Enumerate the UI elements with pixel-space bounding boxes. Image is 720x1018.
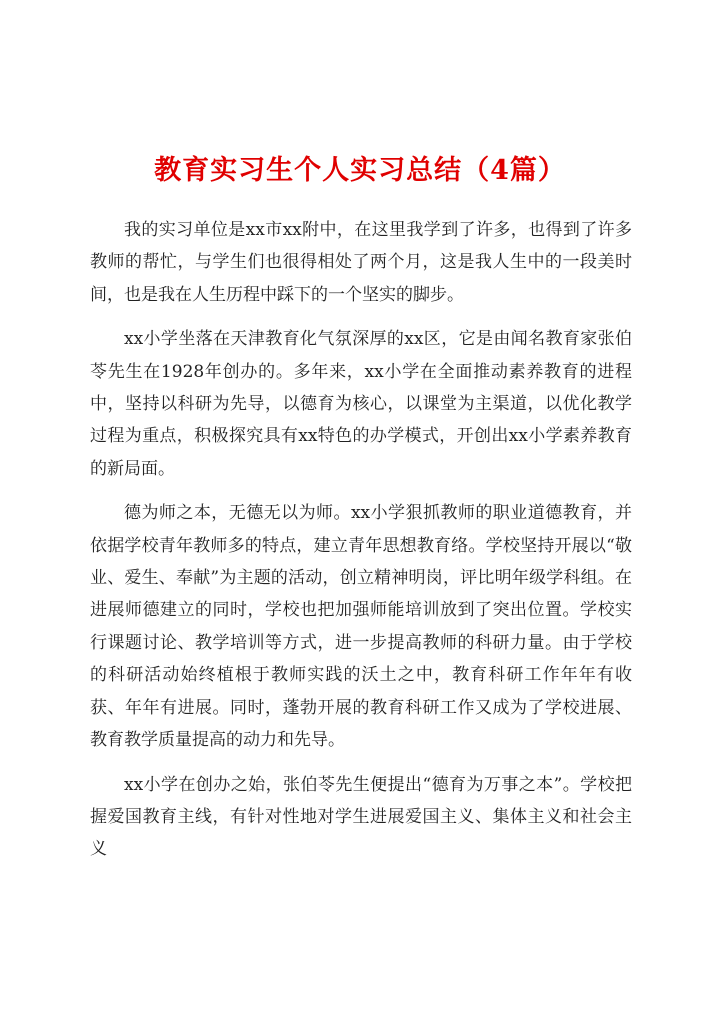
paragraph-2: xx小学坐落在天津教育化气氛深厚的xx区，它是由闻名教育家张伯苓先生在1928年创办的。多年来，xx小学在全面推动素养教育的进程中，坚持以科研为先导，以德育为核心，以课堂为主渠道，以优化教学过程为重点，积极探究具有xx特色的办学模式，开创出xx小学素养教育的新局面。 (90, 329, 632, 479)
paragraph-3: 德为师之本，无德无以为师。xx小学狠抓教师的职业道德教育，并依据学校青年教师多的特点，建立青年思想教育络。学校坚持开展以“敬业、爱生、奉献”为主题的活动，创立精神明岗，评比明年级学科组。在进展师德建立的同时，学校也把加强师能培训放到了突出位置。学校实行课题讨论、教学培训等方式，进一步提高教师的科研力量。由于学校的科研活动始终植根于教师实践的沃土之中，教育科研工作年年有收获、年年有进展。同时，蓬勃开展的教育科研工作又成为了学校进展、教育教学质量提高的动力和先导。 (90, 503, 632, 751)
paragraph-4: xx小学在创办之始，张伯苓先生便提出“德育为万事之本”。学校把握爱国教育主线，有针对性地对学生进展爱国主义、集体主义和社会主义 (90, 774, 632, 860)
document-body (90, 214, 632, 878)
document-title: 教育实习生个人实习总结（4篇） (154, 155, 566, 186)
paragraph-1: 我的实习单位是xx市xx附中，在这里我学到了许多，也得到了许多教师的帮忙，与学生们也很得相处了两个月，这是我人生中的一段美时间，也是我在人生历程中踩下的一个坚实的脚步。 (90, 220, 632, 305)
